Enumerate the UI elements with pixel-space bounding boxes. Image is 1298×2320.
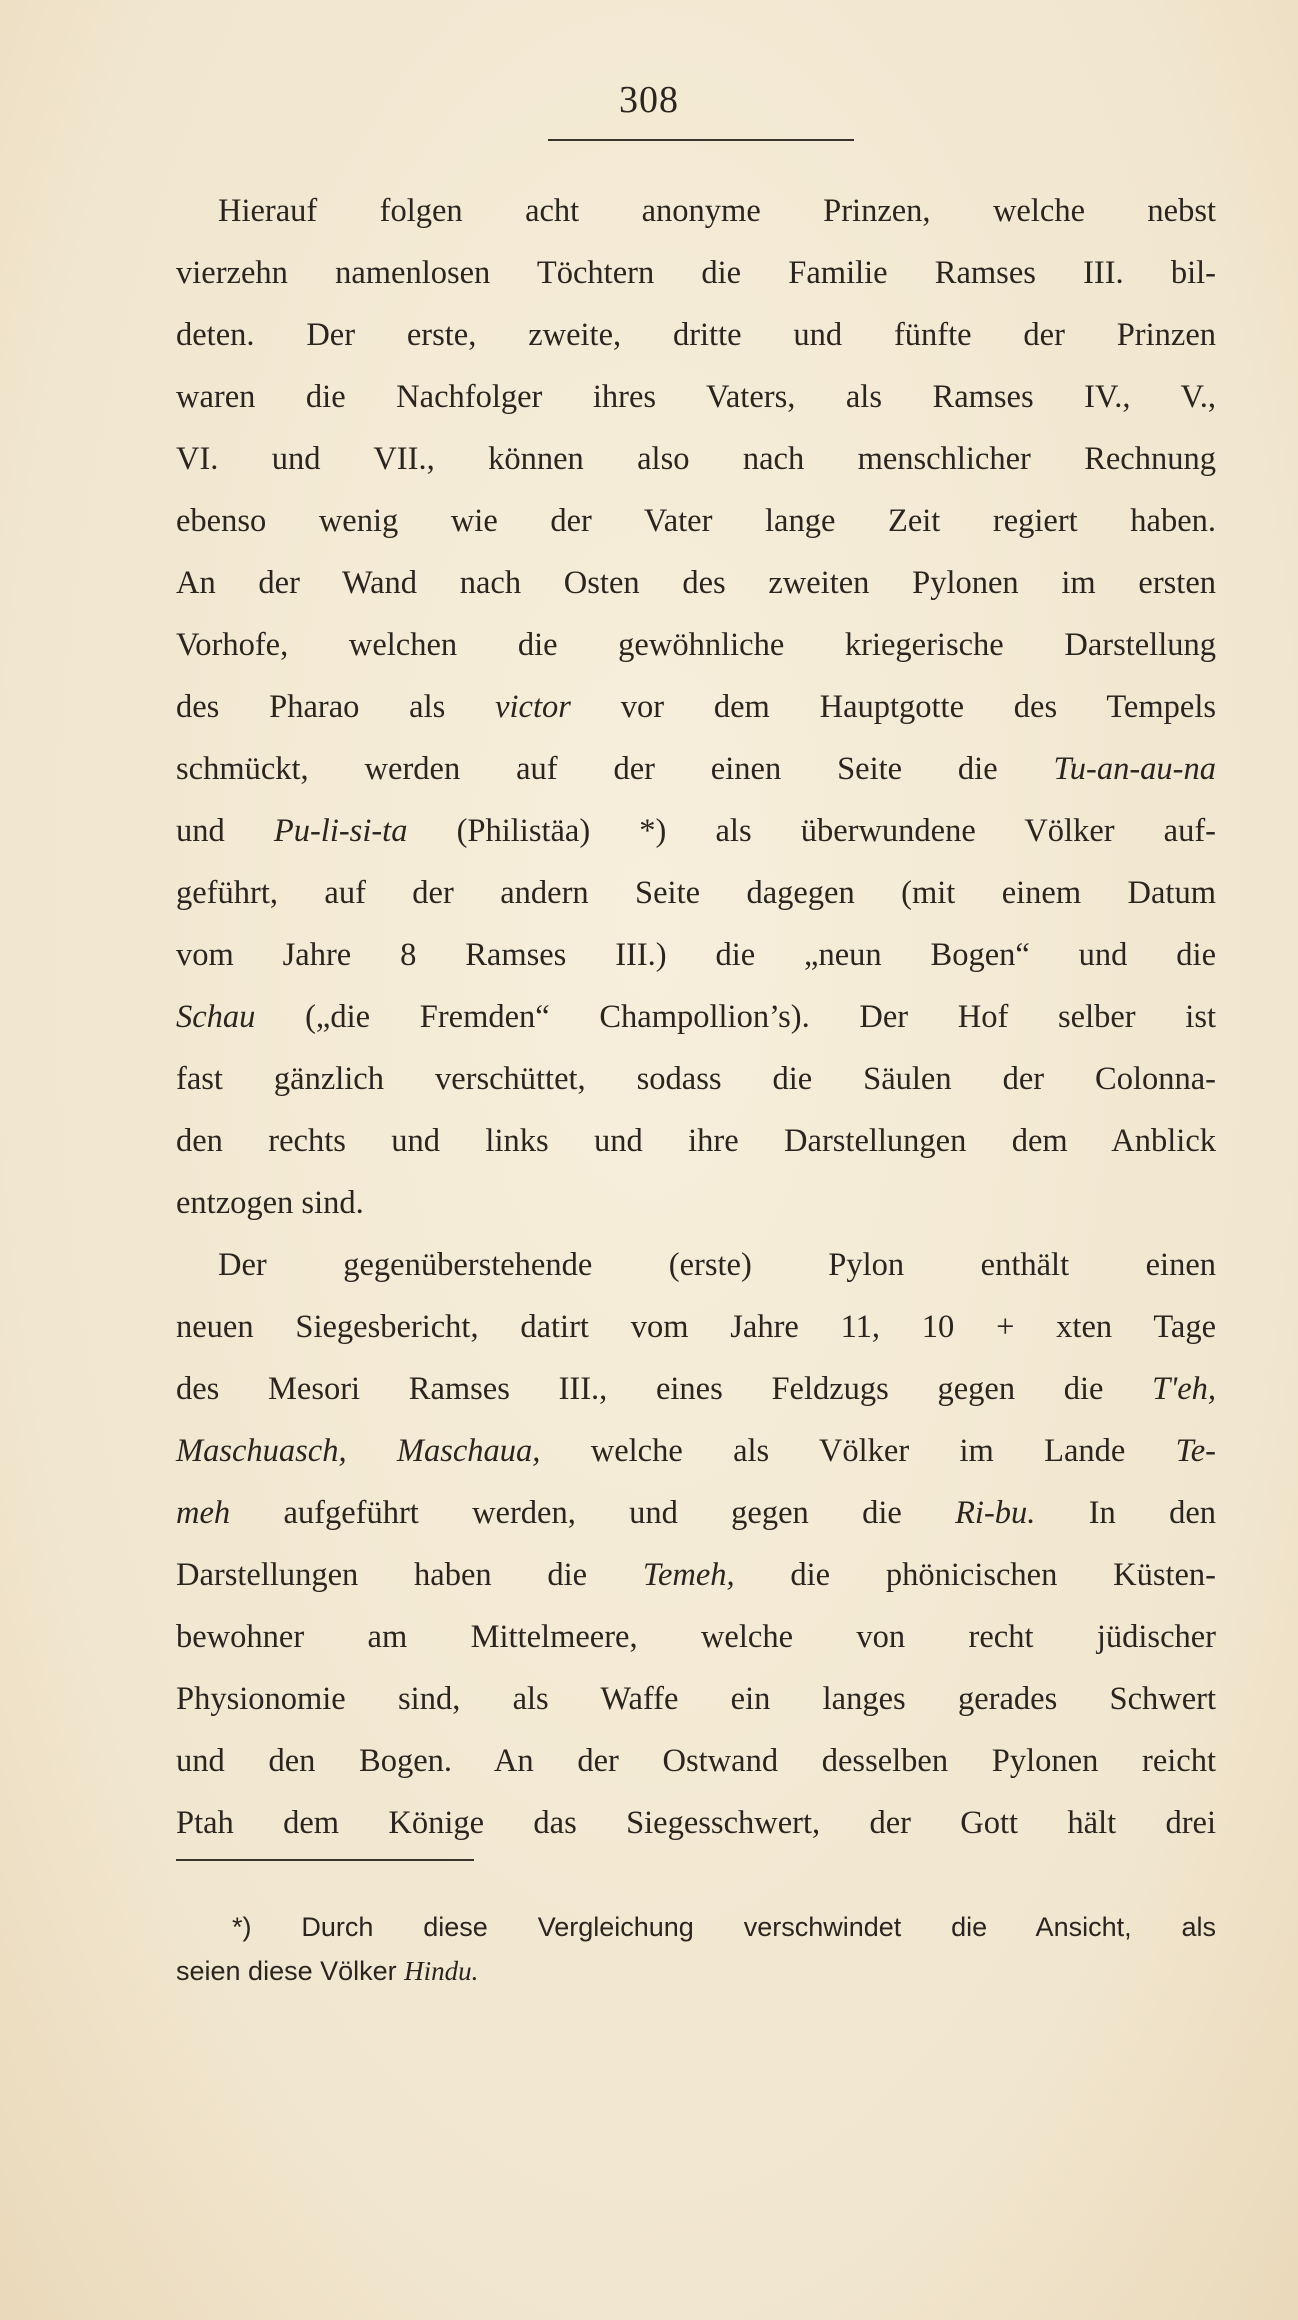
italic-term: Hindu. bbox=[404, 1956, 479, 1986]
italic-term: meh bbox=[176, 1495, 231, 1531]
text-line: Hierauf folgen acht anonyme Prinzen, welche nebst bbox=[218, 193, 1216, 229]
text-line: fast gänzlich verschüttet, sodass die Säulen der Colonna- bbox=[176, 1061, 1216, 1097]
text-line: vom Jahre 8 Ramses III.) die „neun Bogen“ und die bbox=[176, 937, 1216, 973]
text-line: Physionomie sind, als Waffe ein langes gerades Schwert bbox=[176, 1681, 1216, 1717]
footnote bbox=[176, 1905, 1216, 1993]
page-number: 308 bbox=[619, 79, 679, 121]
text-line: An der Wand nach Osten des zweiten Pylonen im ersten bbox=[176, 565, 1216, 601]
text-line: Vorhofe, welchen die gewöhnliche kriegerische Darstellung bbox=[176, 627, 1216, 663]
text-line: Der gegenüberstehende (erste) Pylon enthält einen bbox=[218, 1247, 1216, 1283]
text-line: VI. und VII., können also nach menschlicher Rechnung bbox=[176, 441, 1216, 477]
text-run: In den bbox=[1035, 1495, 1217, 1531]
text-run: des Mesori Ramses III., eines Feldzugs gegen die bbox=[176, 1371, 1153, 1407]
text-line: deten. Der erste, zweite, dritte und fünfte der Prinzen bbox=[176, 317, 1216, 353]
text-run: des Pharao als bbox=[176, 689, 496, 725]
footnote-line: *) Durch diese Vergleichung verschwindet die Ansicht, als bbox=[232, 1912, 1216, 1942]
italic-term: Temeh, bbox=[642, 1557, 735, 1593]
text-line bbox=[176, 1482, 1216, 1544]
text-run: Darstellungen haben die bbox=[176, 1557, 643, 1593]
text-line: den rechts und links und ihre Darstellungen dem Anblick bbox=[176, 1123, 1216, 1159]
text-line bbox=[176, 1544, 1216, 1606]
text-run: welche als Völker im Lande bbox=[540, 1433, 1176, 1469]
italic-term: Tu-an-au-na bbox=[1053, 751, 1216, 787]
text-line: ebenso wenig wie der Vater lange Zeit regiert haben. bbox=[176, 503, 1216, 539]
text-line: bewohner am Mittelmeere, welche von recht jüdischer bbox=[176, 1619, 1216, 1655]
text-line bbox=[176, 800, 1216, 862]
text-run: schmückt, werden auf der einen Seite die bbox=[176, 751, 1054, 787]
italic-term: victor bbox=[495, 689, 571, 725]
text-run: (Philistäa) *) als überwundene Völker auf- bbox=[407, 813, 1217, 849]
italic-term: Te- bbox=[1175, 1433, 1216, 1469]
text-line bbox=[176, 1420, 1216, 1482]
text-line bbox=[176, 676, 1216, 738]
text-line bbox=[176, 986, 1216, 1048]
text-line: und den Bogen. An der Ostwand desselben Pylonen reicht bbox=[176, 1743, 1216, 1779]
italic-term: T'eh, bbox=[1152, 1371, 1216, 1407]
text-run: seien diese Völker bbox=[176, 1956, 405, 1986]
italic-term: Maschuasch, Maschaua, bbox=[176, 1433, 541, 1469]
text-line bbox=[176, 1358, 1216, 1420]
text-line: neuen Siegesbericht, datirt vom Jahre 11, 10 + xten Tage bbox=[176, 1309, 1216, 1345]
text-line: waren die Nachfolger ihres Vaters, als Ramses IV., V., bbox=[176, 379, 1216, 415]
footnote-line bbox=[176, 1949, 1216, 1993]
italic-term: Ri-bu. bbox=[955, 1495, 1036, 1531]
text-run: die phönicischen Küsten- bbox=[734, 1557, 1216, 1593]
text-run: („die Fremden“ Champollion’s). Der Hof selber ist bbox=[255, 999, 1216, 1035]
italic-term: Schau bbox=[176, 999, 256, 1035]
text-line: Ptah dem Könige das Siegesschwert, der Gott hält drei bbox=[176, 1805, 1216, 1841]
text-line: geführt, auf der andern Seite dagegen (mit einem Datum bbox=[176, 875, 1216, 911]
body-text bbox=[176, 180, 1216, 1854]
header-rule bbox=[548, 139, 854, 141]
italic-term: Pu-li-si-ta bbox=[273, 813, 408, 849]
text-run: vor dem Hauptgotte des Tempels bbox=[570, 689, 1216, 725]
text-line: entzogen sind. bbox=[176, 1185, 364, 1221]
text-run: aufgeführt werden, und gegen die bbox=[230, 1495, 956, 1531]
text-line: vierzehn namenlosen Töchtern die Familie Ramses III. bil- bbox=[176, 255, 1216, 291]
text-line bbox=[176, 738, 1216, 800]
text-run: und bbox=[176, 813, 274, 849]
footnote-rule bbox=[176, 1859, 474, 1861]
